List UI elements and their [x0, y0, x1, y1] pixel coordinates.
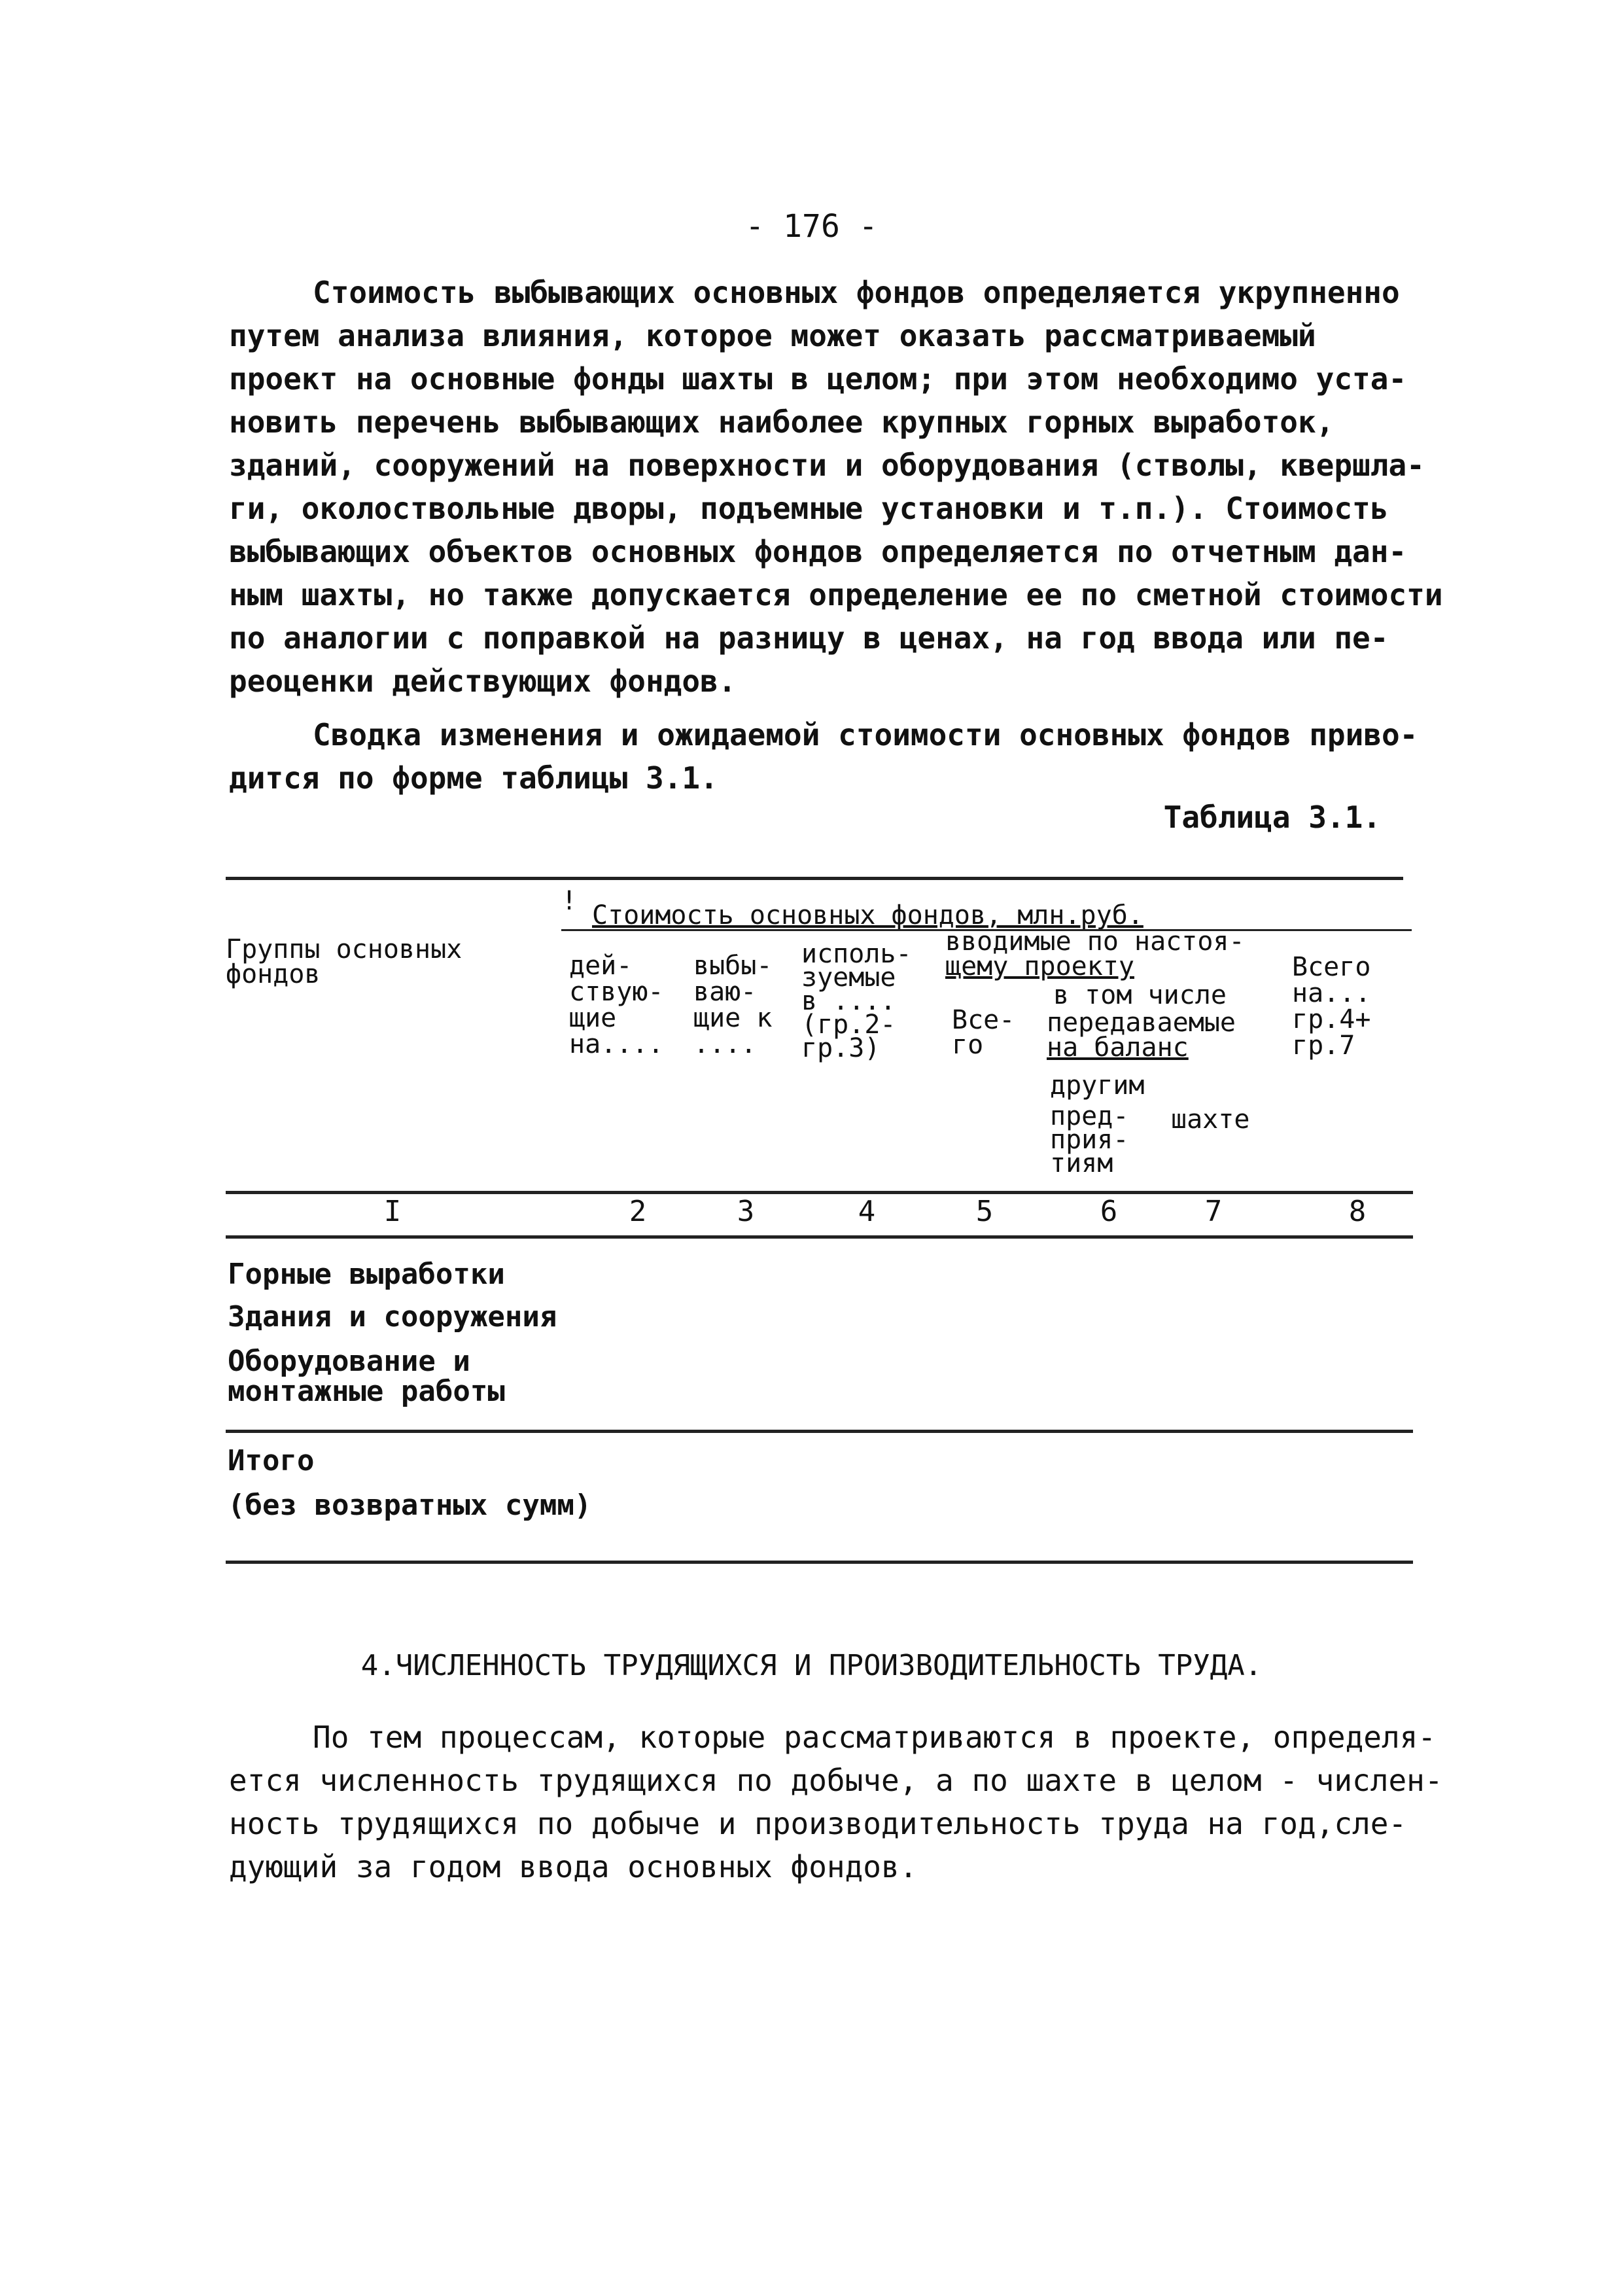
header-line: в ....: [801, 986, 896, 1016]
header-line: пред-: [1050, 1101, 1129, 1131]
header-col-retiring: [693, 953, 772, 1057]
header-col-enterprises: [1050, 1101, 1129, 1178]
paragraph-line: ность трудящихся по добыче и производительность труда на год,сле-: [229, 1806, 1407, 1841]
paragraph-line: новить перечень выбывающих наиболее крупных горных выработок,: [229, 404, 1335, 440]
header-col-used: [801, 939, 912, 1063]
row-total: Итого: [228, 1444, 315, 1477]
header-line: исполь-: [801, 939, 912, 969]
paragraph-line: выбывающих объектов основных фондов определяется по отчетным дан-: [229, 534, 1407, 569]
separator-mark: !: [561, 886, 578, 916]
paragraph-line: дующий за годом ввода основных фондов.: [229, 1849, 918, 1884]
header-line: го: [952, 1030, 984, 1060]
paragraph-summary: [229, 713, 1418, 800]
header-line: дей-: [569, 951, 633, 981]
header-line: Все-: [952, 1005, 1015, 1035]
column-number: 5: [975, 1195, 994, 1228]
paragraph-line: ется численность трудящихся по добыче, а по шахте в целом - числен-: [229, 1763, 1443, 1798]
column-number: I: [383, 1195, 402, 1228]
header-transferred: [1047, 1008, 1236, 1063]
header-introduced: [945, 929, 1245, 979]
column-number: 6: [1100, 1195, 1118, 1228]
column-number: 3: [737, 1195, 755, 1228]
column-numbers-rule: [226, 1235, 1413, 1239]
header-line: щие к: [693, 1003, 773, 1033]
header-line: (гр.2-: [801, 1010, 896, 1040]
header-line: на...: [1292, 978, 1371, 1008]
header-line: гр.7: [1292, 1031, 1355, 1061]
header-col-total: [952, 1005, 1015, 1060]
header-col-grand-total: [1292, 954, 1370, 1059]
header-line: щие: [569, 1003, 617, 1033]
paragraph-line: зданий, сооружений на поверхности и оборудования (стволы, квершла-: [229, 448, 1425, 483]
header-line: тиям: [1050, 1148, 1113, 1178]
column-number: 2: [629, 1195, 647, 1228]
paragraph-line: Сводка изменения и ожидаемой стоимости основных фондов приво-: [313, 717, 1418, 752]
header-including: в том числе: [1053, 980, 1227, 1010]
paragraph-retiring-assets: [229, 271, 1443, 703]
total-top-rule: [226, 1430, 1413, 1433]
column-number: 8: [1348, 1195, 1367, 1228]
page-number: - 176 -: [745, 208, 878, 245]
header-groups-line1: Группы основных: [226, 934, 462, 964]
header-col-existing: [569, 953, 664, 1057]
table-bottom-rule: [226, 1561, 1413, 1564]
table-top-rule: [226, 877, 1403, 880]
header-line: ствую-: [569, 977, 664, 1007]
row-total-note: (без возвратных сумм): [228, 1489, 592, 1522]
row-equipment-line2: монтажные работы: [228, 1375, 505, 1408]
row-equipment-line1: Оборудование и: [228, 1345, 470, 1378]
column-number: 4: [858, 1195, 876, 1228]
paragraph-line: по аналогии с поправкой на разницу в ценах, на год ввода или пе-: [229, 620, 1389, 656]
row-mine-workings: Горные выработки: [228, 1258, 505, 1291]
header-line: щему проекту: [945, 951, 1134, 981]
paragraph-line: реоценки действующих фондов.: [229, 663, 737, 699]
header-line: передаваемые: [1047, 1008, 1236, 1038]
table-caption: Таблица 3.1.: [1163, 800, 1381, 835]
header-line: на....: [569, 1029, 664, 1059]
header-line: ваю-: [693, 977, 757, 1007]
header-line: вводимые по настоя-: [945, 927, 1245, 957]
paragraph-line: ным шахты, но также допускается определение ее по сметной стоимости: [229, 577, 1443, 612]
header-line: ....: [693, 1029, 757, 1059]
header-others: другим: [1050, 1070, 1145, 1101]
paragraph-line: По тем процессам, которые рассматриваются в проекте, определя-: [313, 1720, 1437, 1755]
header-line: гр.3): [801, 1033, 881, 1063]
header-line: Всего: [1292, 952, 1371, 982]
header-line: гр.4+: [1292, 1004, 1371, 1034]
paragraph-line: дится по форме таблицы 3.1.: [229, 760, 718, 796]
header-bottom-rule: [226, 1191, 1413, 1194]
header-line: выбы-: [693, 951, 773, 981]
header-col-mine: шахте: [1171, 1104, 1250, 1135]
header-line: зуемые: [801, 963, 896, 993]
header-groups-line2: фондов: [226, 959, 321, 989]
paragraph-line: Стоимость выбывающих основных фондов определяется укрупненно: [313, 275, 1400, 310]
column-number: 7: [1204, 1195, 1223, 1228]
paragraph-line: проект на основные фонды шахты в целом; при этом необходимо уста-: [229, 361, 1407, 397]
paragraph-line: путем анализа влияния, которое может оказать рассматриваемый: [229, 318, 1316, 353]
row-buildings: Здания и сооружения: [228, 1300, 557, 1333]
section-heading: 4.ЧИСЛЕННОСТЬ ТРУДЯЩИХСЯ И ПРОИЗВОДИТЕЛЬНОСТЬ ТРУДА.: [360, 1649, 1263, 1682]
paragraph-line: ги, околоствольные дворы, подъемные установки и т.п.). Стоимость: [229, 491, 1389, 526]
header-line: прия-: [1050, 1125, 1129, 1155]
header-cost-span: Стоимость основных фондов, млн.руб.: [592, 900, 1143, 930]
paragraph-workforce: [229, 1716, 1443, 1888]
header-line: на баланс: [1047, 1033, 1189, 1063]
